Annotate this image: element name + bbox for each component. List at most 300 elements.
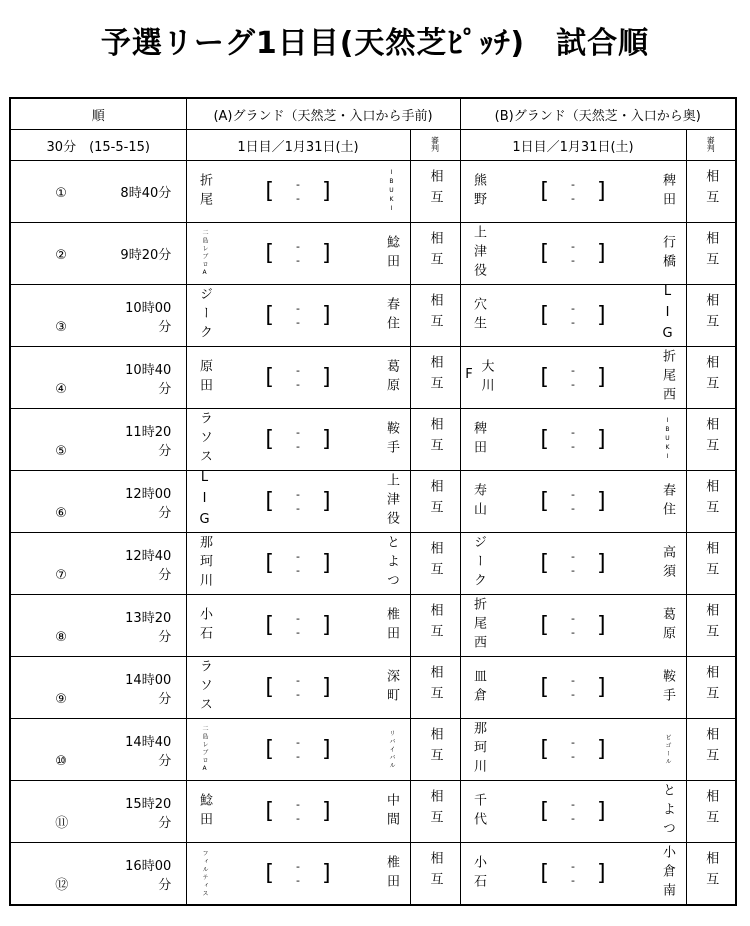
score-dash <box>571 612 575 640</box>
score-box <box>540 736 605 764</box>
score-dash <box>296 240 300 268</box>
referee-b <box>686 781 736 843</box>
score-dash-bottom: - <box>296 315 300 329</box>
score-dash-top: - <box>571 363 575 377</box>
team-label: IBUKI <box>387 169 395 214</box>
team-label: 椎田 <box>383 854 399 893</box>
score-dash-bottom: - <box>296 377 300 391</box>
team-label: 小石 <box>197 606 212 645</box>
referee-a <box>410 781 460 843</box>
ground-a-match <box>186 595 410 657</box>
match-row <box>10 533 736 595</box>
score-dash-bottom: - <box>296 439 300 453</box>
ground-b-header: (B)グランド（天然芝・入口から奥) <box>460 98 736 130</box>
score-dash <box>296 612 300 640</box>
score-dash-top: - <box>296 363 300 377</box>
score-dash-bottom: - <box>296 563 300 577</box>
order-cell <box>10 843 186 906</box>
order-cell <box>10 161 186 223</box>
bracket-close: ] <box>321 799 331 824</box>
team-label: 葛原 <box>383 358 399 397</box>
referee-b <box>686 409 736 471</box>
team-name <box>195 535 215 593</box>
match-number: ① <box>55 186 67 201</box>
referee-a <box>410 533 460 595</box>
team-name <box>469 597 489 655</box>
match-number: ⑪ <box>55 815 69 831</box>
score-box <box>265 798 330 826</box>
team-name <box>381 225 401 283</box>
subheader-row <box>10 130 736 161</box>
ground-a-header: (A)グランド（天然芝・入口から手前) <box>186 98 460 130</box>
team-name <box>469 535 489 593</box>
score-dash-bottom: - <box>296 749 300 763</box>
bracket-open: [ <box>540 489 549 514</box>
bracket-open: [ <box>265 303 274 328</box>
bracket-close: ] <box>596 489 606 514</box>
team-label: 小石 <box>471 854 486 893</box>
bracket-close: ] <box>321 675 331 700</box>
score-dash <box>571 550 575 578</box>
score-box <box>540 178 605 206</box>
ground-a-match <box>186 347 410 409</box>
order-cell <box>10 719 186 781</box>
team-name <box>195 470 215 533</box>
bracket-close: ] <box>321 303 331 328</box>
team-label: 折尾西 <box>659 349 675 406</box>
score-dash <box>296 488 300 516</box>
ground-b-match <box>460 347 686 409</box>
bracket-open: [ <box>540 365 549 390</box>
match-time: 11時20分 <box>125 424 172 459</box>
team-label: ジーク <box>471 535 486 592</box>
score-box <box>265 488 330 516</box>
team-label: とよつ <box>383 535 399 592</box>
team-name <box>657 411 677 469</box>
referee-a <box>410 595 460 657</box>
referee-value: 相互 <box>427 354 443 397</box>
referee-a <box>410 657 460 719</box>
team-name <box>657 284 677 347</box>
score-dash-top: - <box>571 797 575 811</box>
order-cell <box>10 657 186 719</box>
score-dash <box>571 178 575 206</box>
score-dash <box>571 736 575 764</box>
match-number: ⑧ <box>55 629 67 645</box>
team-label: 稗田 <box>659 172 675 211</box>
score-dash-top: - <box>571 487 575 501</box>
team-name <box>657 721 677 779</box>
ground-a-match <box>186 533 410 595</box>
bracket-open: [ <box>540 799 549 824</box>
bracket-close: ] <box>321 241 331 266</box>
ground-b-match <box>460 285 686 347</box>
score-dash-top: - <box>296 611 300 625</box>
score-dash-bottom: - <box>571 687 575 701</box>
score-dash-top: - <box>571 425 575 439</box>
referee-value: 相互 <box>427 416 443 459</box>
team-name <box>381 783 401 841</box>
score-dash-bottom: - <box>296 873 300 887</box>
team-name <box>195 163 215 221</box>
team-name <box>381 411 401 469</box>
team-name <box>381 659 401 717</box>
team-label: 二島レブロA <box>201 725 208 774</box>
referee-a <box>410 719 460 781</box>
team-name <box>469 411 489 469</box>
referee-b <box>686 223 736 285</box>
match-time: 12時40分 <box>125 548 172 583</box>
score-dash <box>296 178 300 206</box>
score-dash <box>296 674 300 702</box>
order-cell <box>10 409 186 471</box>
bracket-close: ] <box>596 861 606 886</box>
team-label: 熊野 <box>471 172 486 211</box>
bracket-close: ] <box>321 489 331 514</box>
score-box <box>540 240 605 268</box>
ground-a-match <box>186 843 410 906</box>
referee-value: 相互 <box>703 602 719 645</box>
team-label: ラソス <box>197 411 212 468</box>
match-time: 15時20分 <box>125 796 172 831</box>
score-box <box>265 736 330 764</box>
team-name <box>469 783 489 841</box>
team-label: 行橋 <box>659 234 675 273</box>
score-dash-bottom: - <box>571 439 575 453</box>
team-label: 二島レブロA <box>201 229 208 278</box>
team-name <box>657 535 677 593</box>
team-name <box>469 659 489 717</box>
score-dash-bottom: - <box>571 191 575 205</box>
team-label: 中間 <box>383 792 399 831</box>
score-box <box>265 178 330 206</box>
referee-label: 審判 <box>430 135 440 152</box>
score-box <box>540 550 605 578</box>
order-header: 順 <box>10 98 186 130</box>
team-name <box>195 225 215 283</box>
bracket-open: [ <box>540 551 549 576</box>
team-label: LIG <box>659 284 675 347</box>
team-name <box>381 845 401 903</box>
bracket-close: ] <box>596 737 606 762</box>
bracket-close: ] <box>321 861 331 886</box>
score-dash-bottom: - <box>296 687 300 701</box>
referee-value: 相互 <box>427 850 443 893</box>
bracket-close: ] <box>596 551 606 576</box>
team-label: 折尾西 <box>471 597 486 654</box>
team-label: 折尾 <box>197 172 212 211</box>
team-name <box>381 597 401 655</box>
bracket-open: [ <box>540 613 549 638</box>
team-name <box>657 659 677 717</box>
referee-value: 相互 <box>427 168 443 211</box>
team-name <box>195 349 215 407</box>
match-row <box>10 471 736 533</box>
match-row <box>10 719 736 781</box>
bracket-open: [ <box>540 675 549 700</box>
score-dash-top: - <box>571 735 575 749</box>
team-label: IBUKI <box>663 417 671 462</box>
bracket-close: ] <box>596 799 606 824</box>
team-name <box>469 225 489 283</box>
score-dash-top: - <box>571 239 575 253</box>
score-dash-bottom: - <box>571 625 575 639</box>
team-label: 椎田 <box>383 606 399 645</box>
team-label: 那珂川 <box>471 721 486 778</box>
bracket-close: ] <box>321 613 331 638</box>
score-dash-bottom: - <box>571 315 575 329</box>
score-dash <box>571 302 575 330</box>
score-dash-bottom: - <box>296 625 300 639</box>
team-label: 那珂川 <box>197 535 212 592</box>
bracket-close: ] <box>321 179 331 204</box>
score-dash-top: - <box>296 239 300 253</box>
score-box <box>265 612 330 640</box>
order-cell <box>10 285 186 347</box>
team-label: ビゴール <box>663 733 671 766</box>
match-time: 10時00分 <box>125 300 172 335</box>
date-b-label: 1日目／1月31日(土) <box>460 130 686 161</box>
referee-value: 相互 <box>703 850 719 893</box>
referee-a <box>410 471 460 533</box>
match-time: 16時00分 <box>125 858 172 893</box>
team-label: 千代 <box>471 792 486 831</box>
score-dash <box>571 364 575 392</box>
score-dash-top: - <box>296 549 300 563</box>
match-time: 12時00分 <box>125 486 172 521</box>
score-dash-bottom: - <box>571 563 575 577</box>
schedule-table <box>9 97 737 906</box>
referee-b <box>686 285 736 347</box>
team-name <box>469 163 489 221</box>
score-box <box>265 426 330 454</box>
referee-value: 相互 <box>427 788 443 831</box>
team-name <box>381 721 401 779</box>
referee-value: 相互 <box>703 292 719 335</box>
score-dash-bottom: - <box>571 377 575 391</box>
team-label: 鞍手 <box>659 668 675 707</box>
match-number: ② <box>55 248 67 263</box>
order-cell <box>10 533 186 595</box>
ground-b-match <box>460 657 686 719</box>
match-time: 13時20分 <box>125 610 172 645</box>
referee-value: 相互 <box>703 354 719 397</box>
score-dash <box>296 302 300 330</box>
ground-b-match <box>460 471 686 533</box>
referee-value: 相互 <box>703 540 719 583</box>
score-dash-top: - <box>296 177 300 191</box>
bracket-open: [ <box>540 737 549 762</box>
score-dash-top: - <box>296 735 300 749</box>
bracket-open: [ <box>540 427 549 452</box>
match-row <box>10 223 736 285</box>
team-label: とよつ <box>659 783 675 840</box>
referee-value: 相互 <box>427 292 443 335</box>
team-name <box>657 597 677 655</box>
page-title: 予選リーグ1日目(天然芝ﾋﾟｯﾁ) 試合順 <box>100 26 650 61</box>
team-name <box>657 163 677 221</box>
bracket-close: ] <box>596 365 606 390</box>
team-name <box>657 225 677 283</box>
score-dash <box>296 798 300 826</box>
referee-a <box>410 409 460 471</box>
bracket-open: [ <box>540 241 549 266</box>
score-dash-top: - <box>571 611 575 625</box>
score-box <box>265 364 330 392</box>
bracket-open: [ <box>265 365 274 390</box>
bracket-close: ] <box>596 427 606 452</box>
team-label: 穴生 <box>471 296 486 335</box>
bracket-open: [ <box>265 489 274 514</box>
team-name <box>469 845 489 903</box>
score-dash <box>571 860 575 888</box>
team-label: 上津役 <box>383 473 399 530</box>
match-time: 14時40分 <box>125 734 172 769</box>
score-dash-bottom: - <box>571 501 575 515</box>
team-name <box>469 721 489 779</box>
match-time: 8時40分 <box>120 186 172 201</box>
team-label: 上津役 <box>471 225 486 282</box>
ground-b-match <box>460 223 686 285</box>
bracket-close: ] <box>321 365 331 390</box>
team-label: リバイバル <box>387 729 395 770</box>
referee-value: 相互 <box>703 788 719 831</box>
team-label: 鯰田 <box>197 792 212 831</box>
score-dash-bottom: - <box>296 501 300 515</box>
referee-label: 審判 <box>706 135 716 152</box>
team-name <box>381 163 401 221</box>
team-label: 春住 <box>659 482 675 521</box>
score-dash <box>571 798 575 826</box>
bracket-open: [ <box>265 613 274 638</box>
score-box <box>265 860 330 888</box>
referee-b <box>686 843 736 906</box>
team-name <box>195 659 215 717</box>
match-row <box>10 347 736 409</box>
bracket-close: ] <box>596 303 606 328</box>
score-dash-top: - <box>296 859 300 873</box>
bracket-open: [ <box>540 303 549 328</box>
team-label: 寿山 <box>471 482 486 521</box>
score-dash-bottom: - <box>296 253 300 267</box>
header-row <box>10 98 736 130</box>
team-name <box>195 721 215 779</box>
score-box <box>540 860 605 888</box>
bracket-open: [ <box>265 427 274 452</box>
team-name <box>657 349 677 407</box>
bracket-open: [ <box>265 675 274 700</box>
referee-value: 相互 <box>703 478 719 521</box>
score-box <box>540 612 605 640</box>
referee-a <box>410 223 460 285</box>
referee-a <box>410 843 460 906</box>
score-box <box>540 798 605 826</box>
bracket-open: [ <box>265 179 274 204</box>
team-name <box>469 473 489 531</box>
ground-a-match <box>186 161 410 223</box>
score-box <box>265 302 330 330</box>
referee-b <box>686 533 736 595</box>
score-dash-bottom: - <box>571 873 575 887</box>
team-label: 稗田 <box>471 420 486 459</box>
referee-b <box>686 471 736 533</box>
ground-b-match <box>460 719 686 781</box>
team-name <box>657 783 677 841</box>
bracket-open: [ <box>265 861 274 886</box>
team-name <box>461 349 494 407</box>
bracket-open: [ <box>265 737 274 762</box>
score-dash-top: - <box>571 549 575 563</box>
match-number: ⑤ <box>55 443 67 459</box>
match-number: ⑩ <box>55 753 67 769</box>
bracket-close: ] <box>596 179 606 204</box>
score-dash-top: - <box>571 177 575 191</box>
ground-b-match <box>460 533 686 595</box>
team-name <box>195 597 215 655</box>
team-label: ラソス <box>197 659 212 716</box>
score-dash-top: - <box>296 797 300 811</box>
team-name <box>195 845 215 903</box>
team-label: 大川F <box>461 358 494 397</box>
team-label: 鯰田 <box>383 234 399 273</box>
bracket-close: ] <box>596 675 606 700</box>
score-box <box>540 674 605 702</box>
match-row <box>10 409 736 471</box>
ground-a-match <box>186 285 410 347</box>
team-name <box>657 473 677 531</box>
referee-a <box>410 347 460 409</box>
score-box <box>540 302 605 330</box>
match-time: 14時00分 <box>125 672 172 707</box>
score-dash-top: - <box>571 859 575 873</box>
bracket-open: [ <box>265 241 274 266</box>
referee-value: 相互 <box>703 416 719 459</box>
match-row <box>10 595 736 657</box>
referee-b <box>686 595 736 657</box>
referee-header-b <box>686 130 736 161</box>
ground-a-match <box>186 781 410 843</box>
score-dash <box>296 550 300 578</box>
team-name <box>381 287 401 345</box>
match-row <box>10 781 736 843</box>
score-dash-top: - <box>296 487 300 501</box>
referee-value: 相互 <box>703 664 719 707</box>
bracket-open: [ <box>265 799 274 824</box>
team-name <box>657 845 677 903</box>
team-label: 皿倉 <box>471 668 486 707</box>
ground-a-match <box>186 719 410 781</box>
team-label: 深町 <box>383 668 399 707</box>
match-row <box>10 161 736 223</box>
score-dash-bottom: - <box>571 811 575 825</box>
ground-b-match <box>460 595 686 657</box>
score-box <box>540 364 605 392</box>
referee-value: 相互 <box>703 230 719 273</box>
referee-b <box>686 347 736 409</box>
order-cell <box>10 595 186 657</box>
score-dash <box>571 488 575 516</box>
duration-label: 30分 (15-5-15) <box>10 130 186 161</box>
referee-a <box>410 161 460 223</box>
team-label: 春住 <box>383 296 399 335</box>
order-cell <box>10 347 186 409</box>
score-dash <box>296 426 300 454</box>
referee-value: 相互 <box>703 726 719 769</box>
match-number: ⑫ <box>55 877 69 893</box>
match-row <box>10 843 736 906</box>
match-time: 10時40分 <box>125 362 172 397</box>
bracket-open: [ <box>540 861 549 886</box>
